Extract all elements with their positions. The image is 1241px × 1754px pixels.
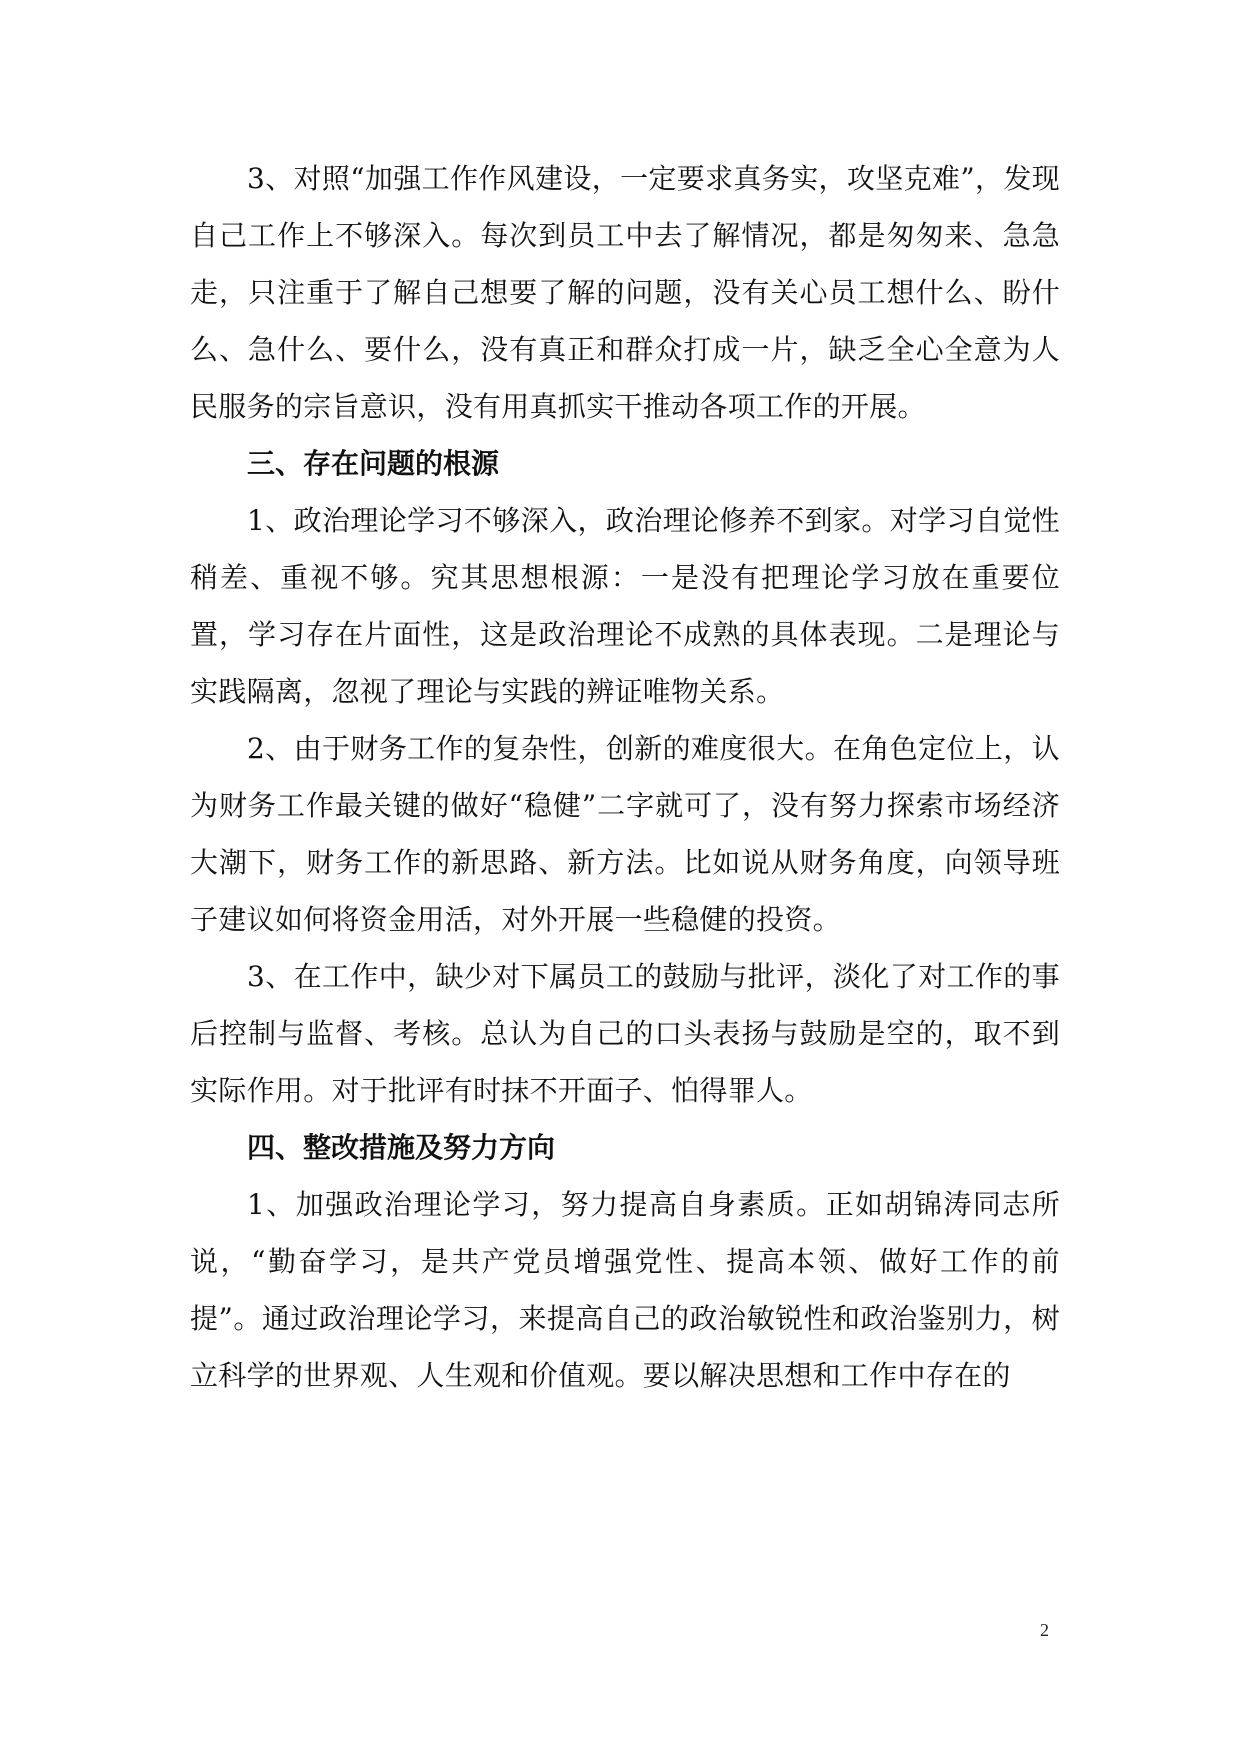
page-number: 2 xyxy=(1040,1620,1049,1640)
paragraph-1-strengthen-study: 1、加强政治理论学习，努力提高自身素质。正如胡锦涛同志所说，“勤奋学习，是共产党员增强党性、提高本领、做好工作的前提”。通过政治理论学习，来提高自己的政治敏锐性和政治鉴别力，树立科学的世界观、人生观和价值观。要以解决思想和工作中存在的 xyxy=(190,1188,1060,1392)
paragraph-3-staff-encouragement: 3、在工作中，缺少对下属员工的鼓励与批评，淡化了对工作的事后控制与监督、考核。总认为自己的口头表扬与鼓励是空的，取不到实际作用。对于批评有时抹不开面子、怕得罪人。 xyxy=(190,960,1060,1107)
paragraph-2-financial-innovation: 2、由于财务工作的复杂性，创新的难度很大。在角色定位上，认为财务工作最关键的做好“稳健”二字就可了，没有努力探索市场经济大潮下，财务工作的新思路、新方法。比如说从财务角度，向领导班子建议如何将资金用活，对外开展一些稳健的投资。 xyxy=(190,732,1060,936)
paragraph-1-political-theory: 1、政治理论学习不够深入，政治理论修养不到家。对学习自觉性稍差、重视不够。究其思想根源：一是没有把理论学习放在重要位置，学习存在片面性，这是政治理论不成熟的具体表现。二是理论与实践隔离，忽视了理论与实践的辨证唯物关系。 xyxy=(190,504,1060,708)
section-heading-3-root-causes: 三、存在问题的根源 xyxy=(247,447,500,480)
document-body xyxy=(190,150,1060,1404)
paragraph-3-work-style: 3、对照“加强工作作风建设，一定要求真务实，攻坚克难”，发现自己工作上不够深入。每次到员工中去了解情况，都是匆匆来、急急走，只注重于了解自己想要了解的问题，没有关心员工想什么、盼什么、急什么、要什么，没有真正和群众打成一片，缺乏全心全意为人民服务的宗旨意识，没有用真抓实干推动各项工作的开展。 xyxy=(190,162,1060,423)
section-heading-4-rectification: 四、整改措施及努力方向 xyxy=(247,1131,556,1164)
